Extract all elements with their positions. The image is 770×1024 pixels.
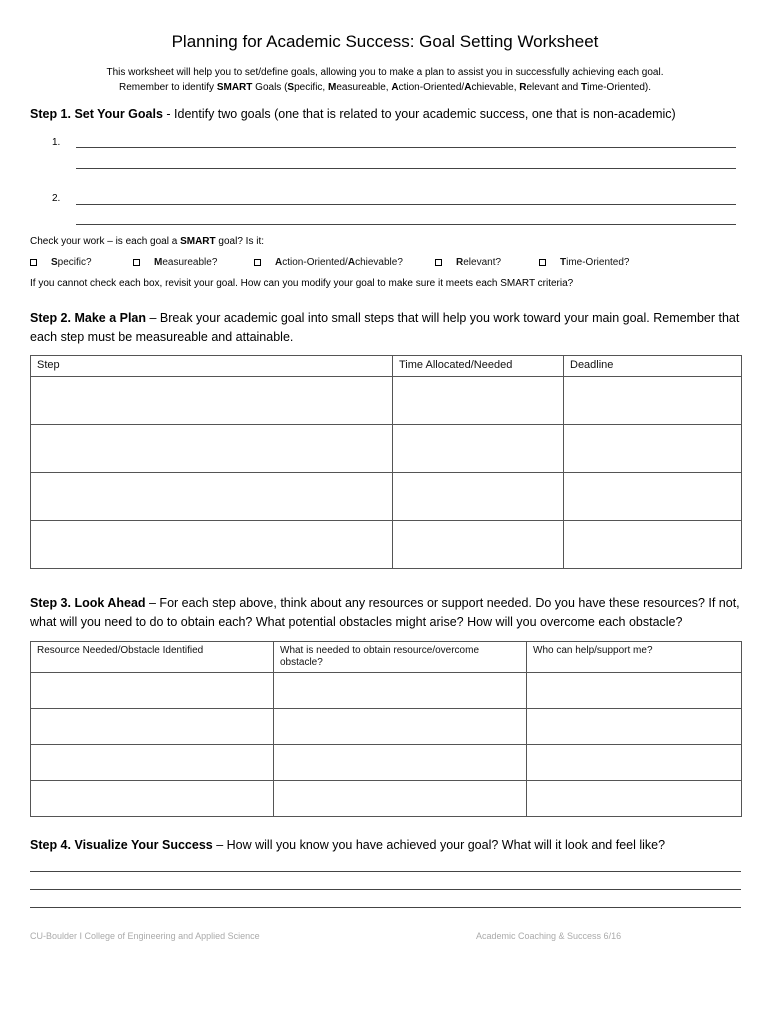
- step1-heading: Step 1. Set Your Goals - Identify two goals (one that is related to your academic success, one that is non-academic): [30, 107, 676, 121]
- checkbox-icon[interactable]: [254, 259, 261, 266]
- table-cell[interactable]: [393, 521, 564, 569]
- intro-line-2: Remember to identify SMART Goals (Specific, Measureable, Action-Oriented/Achievable, Relevant and Time-Oriented).: [119, 82, 651, 93]
- answer-line-1[interactable]: [30, 871, 741, 872]
- checkbox-icon[interactable]: [435, 259, 442, 266]
- table-row: [31, 521, 742, 569]
- table-row: [31, 673, 742, 709]
- smart-checklist: [30, 257, 730, 271]
- checkbox-icon[interactable]: [539, 259, 546, 266]
- revisit-note: If you cannot check each box, revisit your goal. How can you modify your goal to make sure it meets each SMART criteria?: [30, 278, 574, 289]
- resource-table-header: [31, 642, 742, 673]
- footer-right: Academic Coaching & Success 6/16: [476, 931, 622, 941]
- goal-1-line-a[interactable]: [76, 147, 736, 148]
- table-row: [31, 425, 742, 473]
- checkbox-relevant[interactable]: R elevant?: [435, 257, 501, 268]
- table-cell[interactable]: [31, 377, 393, 425]
- column-header-deadline: Deadline: [564, 356, 742, 377]
- table-cell[interactable]: [31, 425, 393, 473]
- table-cell[interactable]: [274, 745, 527, 781]
- table-cell[interactable]: [31, 709, 274, 745]
- table-cell[interactable]: [31, 473, 393, 521]
- table-cell[interactable]: [393, 473, 564, 521]
- goal-2-line-b[interactable]: [76, 224, 736, 225]
- checkbox-icon[interactable]: [133, 259, 140, 266]
- column-header-step: Step: [31, 356, 393, 377]
- answer-line-2[interactable]: [30, 889, 741, 890]
- table-cell[interactable]: [527, 781, 742, 817]
- table-cell[interactable]: [527, 745, 742, 781]
- plan-table: [30, 355, 742, 569]
- table-cell[interactable]: [393, 377, 564, 425]
- checkbox-specific[interactable]: S pecific?: [30, 257, 92, 268]
- table-cell[interactable]: [31, 745, 274, 781]
- table-row: [31, 473, 742, 521]
- table-cell[interactable]: [274, 673, 527, 709]
- answer-line-3[interactable]: [30, 907, 741, 908]
- table-cell[interactable]: [274, 709, 527, 745]
- table-cell[interactable]: [564, 473, 742, 521]
- step2-heading: Step 2. Make a Plan – Break your academic goal into small steps that will help you work toward your main goal. Remember that each step must be measureable and attainable.: [30, 311, 740, 344]
- table-row: [31, 781, 742, 817]
- table-row: [31, 377, 742, 425]
- page-title: Planning for Academic Success: Goal Setting Worksheet: [171, 32, 599, 51]
- goal-2-line-a[interactable]: [76, 204, 736, 205]
- intro-line-1: This worksheet will help you to set/define goals, allowing you to make a plan to assist you in successfully achieving each goal.: [106, 67, 664, 78]
- goal-number-2: 2.: [52, 193, 61, 204]
- column-header-resource: Resource Needed/Obstacle Identified: [31, 642, 274, 673]
- checkbox-action-oriented[interactable]: A ction-Oriented/ A chievable?: [254, 257, 403, 268]
- checkbox-icon[interactable]: [30, 259, 37, 266]
- table-cell[interactable]: [564, 377, 742, 425]
- goal-number-1: 1.: [52, 137, 61, 148]
- table-row: [31, 745, 742, 781]
- resource-table: [30, 641, 742, 817]
- plan-table-header: [31, 356, 742, 377]
- table-cell[interactable]: [31, 781, 274, 817]
- checkbox-time-oriented[interactable]: T ime-Oriented?: [539, 257, 629, 268]
- table-cell[interactable]: [527, 673, 742, 709]
- column-header-time: Time Allocated/Needed: [393, 356, 564, 377]
- table-cell[interactable]: [564, 521, 742, 569]
- step4-heading: Step 4. Visualize Your Success – How will you know you have achieved your goal? What will it look and feel like?: [30, 838, 666, 852]
- checkbox-measureable[interactable]: M easureable?: [133, 257, 217, 268]
- table-cell[interactable]: [274, 781, 527, 817]
- table-cell[interactable]: [31, 673, 274, 709]
- footer-left: CU-Boulder I College of Engineering and Applied Science: [30, 931, 260, 941]
- column-header-obtain: What is needed to obtain resource/overcome obstacle?: [274, 642, 527, 673]
- smart-check-prompt: Check your work – is each goal a SMART goal? Is it:: [30, 236, 264, 247]
- step3-heading: Step 3. Look Ahead – For each step above, think about any resources or support needed. Do you have these resources? If not, what will you need to do to obtain each? What potential obstacles might arise? How will you overcome each obstacle?: [30, 596, 740, 629]
- table-cell[interactable]: [564, 425, 742, 473]
- table-cell[interactable]: [527, 709, 742, 745]
- table-row: [31, 709, 742, 745]
- table-cell[interactable]: [393, 425, 564, 473]
- column-header-help: Who can help/support me?: [527, 642, 742, 673]
- table-cell[interactable]: [31, 521, 393, 569]
- goal-1-line-b[interactable]: [76, 168, 736, 169]
